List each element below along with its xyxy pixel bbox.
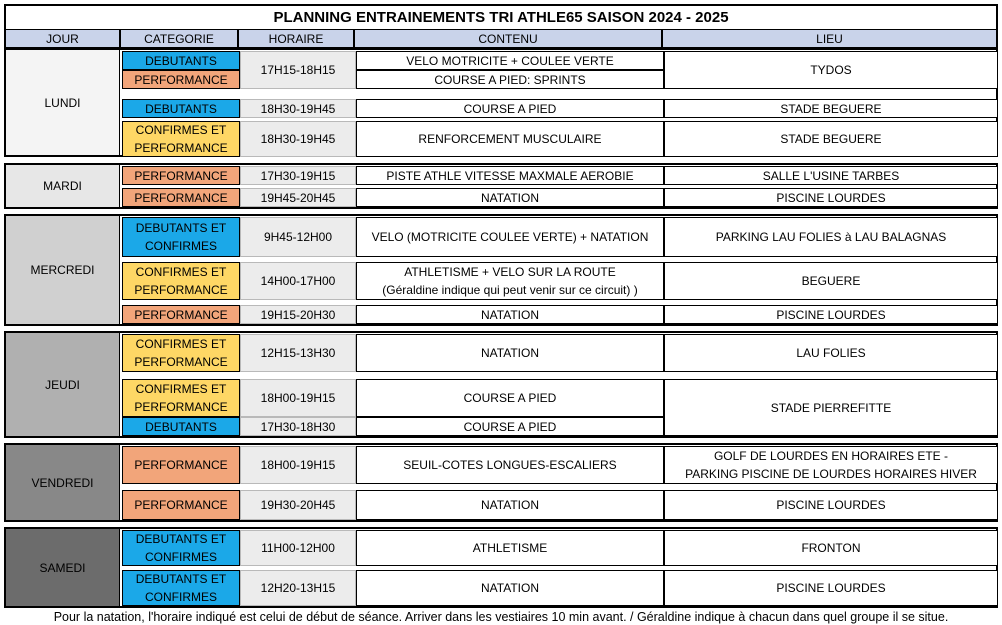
day-label-mercredi: MERCREDI: [6, 216, 120, 324]
category-cell: CONFIRMES ET PERFORMANCE: [122, 262, 240, 300]
header-jour: JOUR: [4, 30, 120, 48]
horaire-cell: 12H15-13H30: [240, 334, 356, 372]
category-cell: PERFORMANCE: [122, 166, 240, 185]
lieu-cell: STADE PIERREFITTE: [664, 379, 998, 436]
horaire-cell: 11H00-12H00: [240, 530, 356, 566]
horaire-cell: 12H20-13H15: [240, 570, 356, 606]
category-cell: CONFIRMES ET PERFORMANCE: [122, 379, 240, 417]
footer-note: Pour la natation, l'horaire indiqué est celui de début de séance. Arriver dans les vestiaires 10 min avant. / Géraldine indique à chacun dans quel groupe il se situe.: [53, 609, 949, 624]
header-horaire: HORAIRE: [238, 30, 354, 48]
lieu-cell: TYDOS: [664, 51, 998, 89]
contenu-cell: NATATION: [356, 570, 664, 606]
contenu-cell: ATHLETISME + VELO SUR LA ROUTE (Géraldine indique qui peut venir sur ce circuit) ): [356, 262, 664, 300]
day-label-lundi: LUNDI: [6, 50, 120, 155]
lieu-cell: LAU FOLIES: [664, 334, 998, 372]
lieu-cell: GOLF DE LOURDES EN HORAIRES ETE - PARKING PISCINE DE LOURDES HORAIRES HIVER: [664, 446, 998, 484]
category-cell: CONFIRMES ET PERFORMANCE: [122, 334, 240, 372]
contenu-cell: SEUIL-COTES LONGUES-ESCALIERS: [356, 446, 664, 484]
category-cell: DEBUTANTS: [122, 51, 240, 70]
contenu-cell: NATATION: [356, 305, 664, 324]
header-categorie: CATEGORIE: [120, 30, 238, 48]
lieu-cell: SALLE L'USINE TARBES: [664, 166, 998, 185]
category-cell: PERFORMANCE: [122, 188, 240, 207]
header-contenu: CONTENU: [354, 30, 662, 48]
lieu-cell: PISCINE LOURDES: [664, 570, 998, 606]
category-cell: DEBUTANTS ET CONFIRMES: [122, 217, 240, 257]
contenu-cell: NATATION: [356, 490, 664, 520]
horaire-cell: 19H15-20H30: [240, 305, 356, 324]
horaire-cell: 9H45-12H00: [240, 217, 356, 257]
category-cell: CONFIRMES ET PERFORMANCE: [122, 121, 240, 157]
day-block-mercredi: [4, 214, 998, 326]
contenu-cell: RENFORCEMENT MUSCULAIRE: [356, 121, 664, 157]
contenu-cell: VELO MOTRICITE + COULEE VERTE: [356, 51, 664, 70]
category-cell: DEBUTANTS ET CONFIRMES: [122, 570, 240, 606]
horaire-cell: 17H30-19H15: [240, 166, 356, 185]
horaire-cell: 18H00-19H15: [240, 446, 356, 484]
day-block-jeudi: [4, 331, 998, 438]
contenu-cell: PISTE ATHLE VITESSE MAXMALE AEROBIE: [356, 166, 664, 185]
horaire-cell: 17H30-18H30: [240, 417, 356, 436]
lieu-cell: BEGUERE: [664, 262, 998, 300]
day-block-lundi: [4, 48, 998, 157]
contenu-cell: COURSE A PIED: [356, 99, 664, 118]
category-cell: PERFORMANCE: [122, 490, 240, 520]
contenu-cell: COURSE A PIED: SPRINTS: [356, 70, 664, 89]
day-label-vendredi: VENDREDI: [6, 445, 120, 520]
lieu-cell: PISCINE LOURDES: [664, 490, 998, 520]
day-block-vendredi: [4, 443, 998, 522]
day-label-jeudi: JEUDI: [6, 333, 120, 436]
lieu-cell: STADE BEGUERE: [664, 99, 998, 118]
day-label-mardi: MARDI: [6, 165, 120, 207]
contenu-cell: NATATION: [356, 334, 664, 372]
day-label-samedi: SAMEDI: [6, 529, 120, 606]
lieu-cell: FRONTON: [664, 530, 998, 566]
category-cell: DEBUTANTS: [122, 417, 240, 436]
contenu-cell: ATHLETISME: [356, 530, 664, 566]
category-cell: PERFORMANCE: [122, 70, 240, 89]
category-cell: PERFORMANCE: [122, 446, 240, 484]
contenu-cell: NATATION: [356, 188, 664, 207]
horaire-cell: 14H00-17H00: [240, 262, 356, 300]
lieu-cell: PARKING LAU FOLIES à LAU BALAGNAS: [664, 217, 998, 257]
page-title: PLANNING ENTRAINEMENTS TRI ATHLE65 SAISON 2024 - 2025: [4, 4, 998, 30]
lieu-cell: STADE BEGUERE: [664, 121, 998, 157]
category-cell: DEBUTANTS ET CONFIRMES: [122, 530, 240, 566]
contenu-cell: VELO (MOTRICITE COULEE VERTE) + NATATION: [356, 217, 664, 257]
horaire-cell: 18H30-19H45: [240, 121, 356, 157]
horaire-cell: 19H45-20H45: [240, 188, 356, 207]
day-block-mardi: [4, 163, 998, 209]
category-cell: PERFORMANCE: [122, 305, 240, 324]
horaire-cell: 18H00-19H15: [240, 379, 356, 417]
horaire-cell: 17H15-18H15: [240, 51, 356, 89]
day-block-samedi: [4, 527, 998, 608]
lieu-cell: PISCINE LOURDES: [664, 188, 998, 207]
lieu-cell: PISCINE LOURDES: [664, 305, 998, 324]
contenu-cell: COURSE A PIED: [356, 379, 664, 417]
header-lieu: LIEU: [662, 30, 998, 48]
horaire-cell: 18H30-19H45: [240, 99, 356, 118]
horaire-cell: 19H30-20H45: [240, 490, 356, 520]
contenu-cell: COURSE A PIED: [356, 417, 664, 436]
category-cell: DEBUTANTS: [122, 99, 240, 118]
